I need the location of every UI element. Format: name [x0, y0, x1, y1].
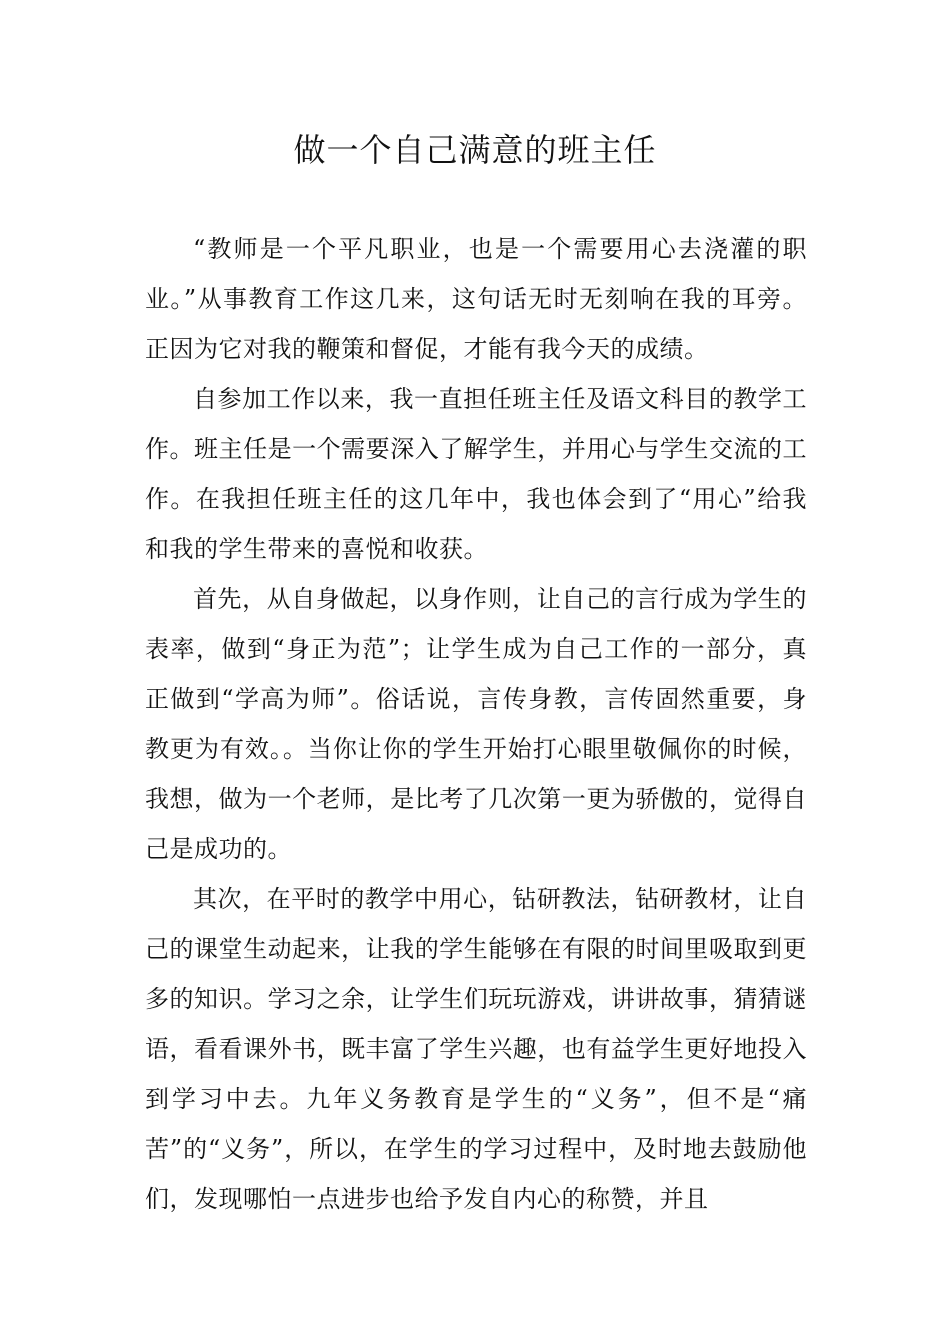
document-title: 做一个自己满意的班主任: [293, 131, 657, 169]
paragraph: 首先，从自身做起，以身作则，让自己的言行成为学生的表率，做到“身正为范”；让学生成为自己工作的一部分，真正做到“学高为师”。俗话说，言传身教，言传固然重要，身教更为有效。。当你让你的学生开始打心眼里敬佩你的时候，我想，做为一个老师，是比考了几次第一更为骄傲的，觉得自己是成功的。: [145, 585, 807, 863]
paragraph: 自参加工作以来，我一直担任班主任及语文科目的教学工作。班主任是一个需要深入了解学生，并用心与学生交流的工作。在我担任班主任的这几年中，我也体会到了“用心”给我和我的学生带来的喜悦和收获。: [145, 385, 807, 563]
paragraph: “教师是一个平凡职业，也是一个需要用心去浇灌的职业。”从事教育工作这几来，这句话无时无刻响在我的耳旁。正因为它对我的鞭策和督促，才能有我今天的成绩。: [145, 235, 807, 363]
document-body: [145, 224, 807, 1224]
paragraph: 其次，在平时的教学中用心，钻研教法，钻研教材，让自己的课堂生动起来，让我的学生能够在有限的时间里吸取到更多的知识。学习之余，让学生们玩玩游戏，讲讲故事，猜猜谜语，看看课外书，既丰富了学生兴趣，也有益学生更好地投入到学习中去。九年义务教育是学生的“义务”，但不是“痛苦”的“义务”，所以，在学生的学习过程中，及时地去鼓励他们，发现哪怕一点进步也给予发自内心的称赞，并且: [145, 885, 807, 1213]
